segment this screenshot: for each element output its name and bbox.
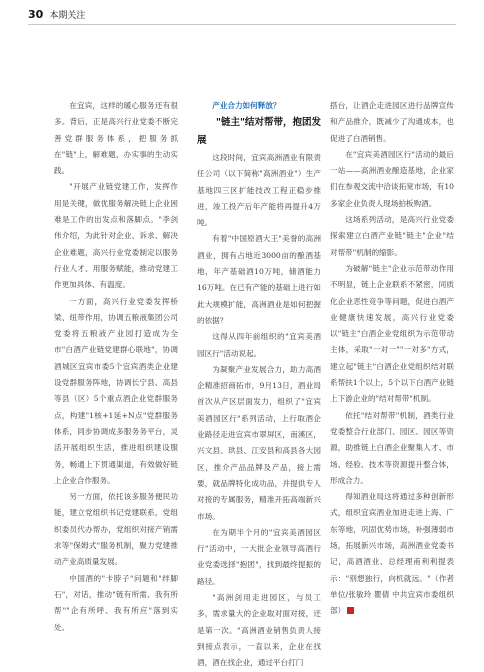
paragraph: 搭台，让酒企走进园区进行品牌宣传和产品推介，既减少了沟通成本，也促进了白酒销售。 bbox=[330, 101, 454, 143]
subsection-question: 产业合力如何释放？ bbox=[212, 101, 281, 110]
paragraph: 依托"结对帮带"机制，酒类行业党委整合行业部门、园区、园区等资源，助推链上白酒企业聚集人才、市场、经验、技术等资源提升整合体，形成合力。 bbox=[330, 410, 454, 485]
paragraph: 一方面，高兴行业党委发挥桥梁、纽带作用，协调五粮液集团公司党委将五粮液产业园打造成为全市"白酒产业链党建群心联地"，协调酒城区宜宾市委5个宜宾酒类企业建设党群服务阵地，协调长宁县、高县等县（区）5个重点酒企业党群服务点，构建"1核+1延+N点"党群服务体系，同步协调成多服务务平台，灵活开展组织生活，推进组织建设服务，畅通上下贯通渠道，有效做好链上企业合作服务。 bbox=[54, 296, 178, 485]
paragraph: "开展产业链党建工作，发挥作用是关键，做优服务解决链上企业困难是工作的出发点和落脚点。"李剑伟介绍，为此针对企业、诉求、解决企业难题，高兴行业党委制定以服务行业人才、用服务赋能，推动党建工作更加具体、有温度。 bbox=[54, 182, 178, 290]
end-of-article-mark bbox=[347, 607, 354, 614]
paragraph-text: 得知酒业局这将通过多种创新形式，组织宜宾酒业加进走进上海、广东等地，巩固优势市场，补强薄弱市场，拓展新兴市场，高洲酒业党委书记，高酒酒业、总经理甫利利提表示："别想独行，向机就远。"（作者单位/张敏玲 瞿倩 中共宜宾市委组织部） bbox=[330, 492, 454, 616]
paragraph: 在"宜宾美酒园区行"活动的最后一站——高洲酒业酿造基地，企业家们在参观交流中洽谈拓宽市场，有10多家企业负责人现场拍板购酒。 bbox=[330, 149, 454, 208]
paragraph: 为凝聚产业发展合力，助力高酒企精准招商拓市，9月13日，酒业局首次从产区层面发力，组织了"宜宾美酒园区行"系列活动，上行取酒企业路径走进宜宾市翠屏区，南溪区，兴文县、珙县、江安县和高县各大园区，推介产品品牌及产品，接上需要，就品牌特化成功品，并提供专人对接的专属服务，精准开拓高端新兴市场。 bbox=[197, 364, 321, 521]
page-header bbox=[28, 8, 85, 24]
paragraph: 为破解"链主"企业示范带动作用不明显，链上企业联系不紧密，同质化企业恶性竞争等问题，促进白酒产业健康快速发展，高兴行业党委以"链主"白酒企业党组织为示范带动主体，采取"一对一""一对多"方式，建立起"链主"白酒企业党组织结对联系帮扶1个以上，5个以下白酒产业链上下游企业的"结对帮带"机制。 bbox=[330, 263, 454, 404]
last-paragraph bbox=[330, 489, 454, 619]
paragraph: 有着"中国原酒大王"美誉的高洲酒业，拥有占地近3000亩的酿酒基地，年产基础酒10万吨，储酒能力16万吨。在已有产能的基础上进行如此大规模扩能，高洲酒业是如何把握的依据？ bbox=[197, 234, 321, 325]
header-rule bbox=[28, 24, 456, 25]
paragraph: 中国酒的"卡脖子"问题和"绊脚石"，对话，推动"链有所需、我有所帮""企有所呼、我有所应"落到实处。 bbox=[54, 573, 178, 632]
column-2 bbox=[197, 98, 321, 672]
page-number: 30 bbox=[28, 8, 44, 21]
column-3 bbox=[330, 98, 454, 620]
paragraph: "高洲剑用走进园区，与员工多，需求量大的企业取对面对接，还是第一次。"高洲酒业销售负责人接到接点表示，一直以来，企业在找酒，酒在找企业，通过平台打门 bbox=[197, 593, 321, 668]
paragraph: 这场系列活动，是高兴行业党委探索建立白酒产业链"链主"企业"结对帮带"机制的缩影。 bbox=[330, 215, 454, 257]
paragraph: 在宜宾，这样的暖心服务还有很多。背后，正是高兴行业党委不断完善党群服务体系，把服务抓在"链"上，解难题、办实事的生动实践。 bbox=[54, 101, 178, 176]
paragraph: 这得从四年前组织的"宜宾美酒园区行"活动说起。 bbox=[197, 332, 321, 358]
paragraph: 在为期半个月的"宜宾美酒园区行"活动中，一大批企业领导高酒行业党委选择"抱团"，找到最终提振的路径。 bbox=[197, 527, 321, 586]
section-title: 本期关注 bbox=[49, 11, 86, 21]
subsection-title: "链主"结对帮带，抱团发展 bbox=[197, 117, 321, 146]
paragraph: 另一方面，依托该多服务便民功能，建立党组织书记党建联系，党组织委员代办帮办，党组织对接产销需求等"保姆式"服务机制，聚力党建推动产业高质量发展。 bbox=[54, 492, 178, 567]
paragraph: 这段时间，宜宾高洲酒业有限责任公司（以下简称"高洲酒业"）生产基地四三区扩能技改工程正稳步推进，竣工投产后年产能将再提升4万吨。 bbox=[197, 153, 321, 228]
column-1 bbox=[54, 98, 178, 636]
